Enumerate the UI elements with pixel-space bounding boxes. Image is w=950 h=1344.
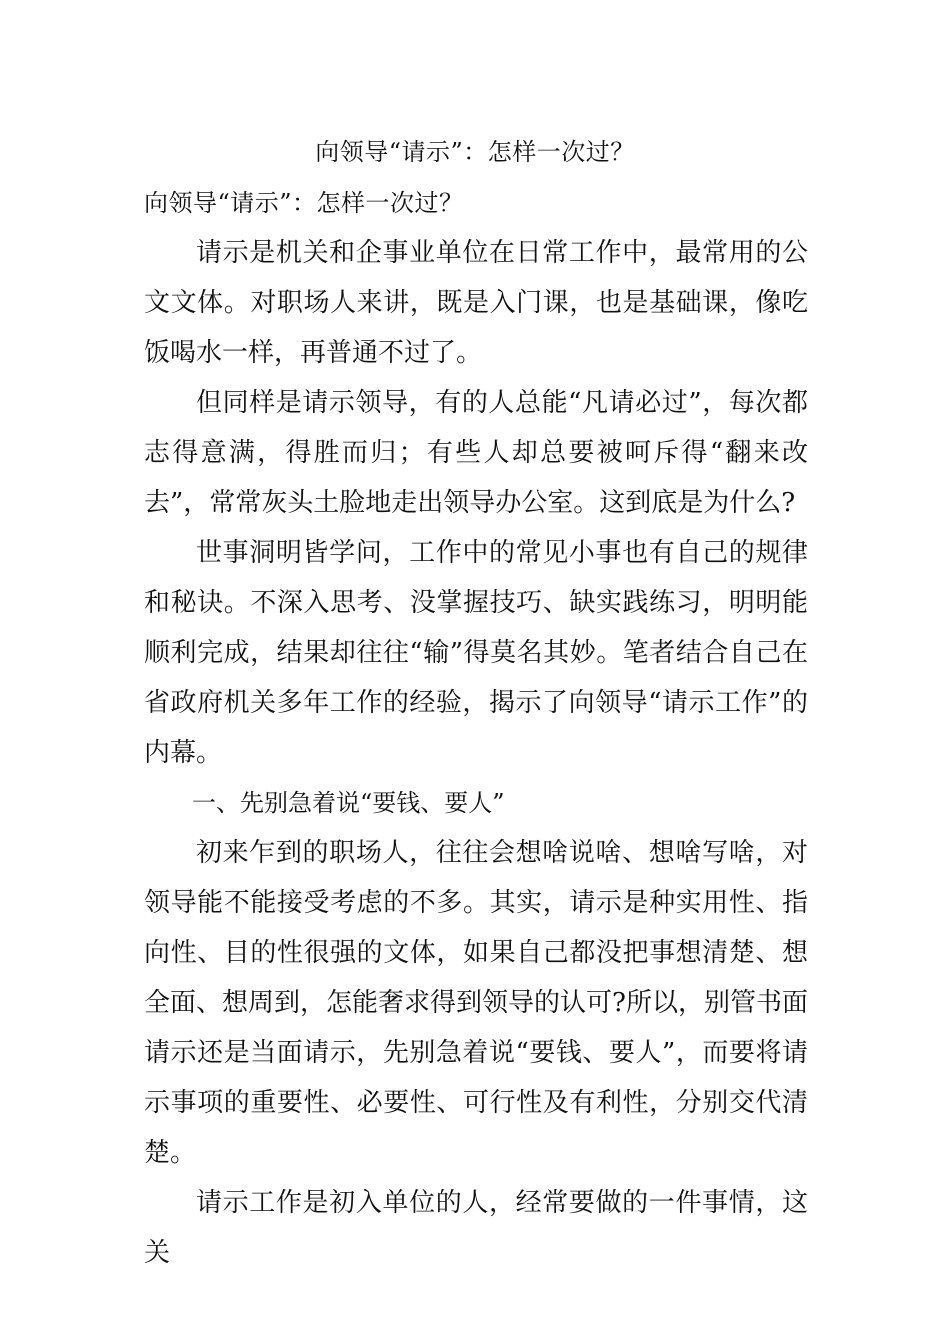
document-body [144, 178, 808, 1278]
paragraph: 请示工作是初入单位的人，经常要做的一件事情，这关 [144, 1188, 808, 1268]
section-heading: 一、先别急着说“要钱、要人” [192, 789, 505, 817]
paragraph: 世事洞明皆学问，工作中的常见小事也有自己的规律和秘诀。不深入思考、没掌握技巧、缺实践练习，明明能顺利完成，结果却往往“输”得莫名其妙。笔者结合自己在省政府机关多年工作的经验，揭示了向领导“请示工作”的内幕。 [144, 538, 808, 768]
document-title: 向领导“请示”：怎样一次过？ [315, 138, 635, 166]
paragraph: 但同样是请示领导，有的人总能“凡请必过”，每次都志得意满，得胜而归；有些人却总要被呵斥得“翻来改去”，常常灰头土脸地走出领导办公室。这到底是为什么? [144, 388, 808, 518]
paragraph: 请示是机关和企事业单位在日常工作中，最常用的公文文体。对职场人来讲，既是入门课，也是基础课，像吃饭喝水一样，再普通不过了。 [144, 238, 808, 368]
paragraph: 初来乍到的职场人，往往会想啥说啥、想啥写啥，对领导能不能接受考虑的不多。其实，请示是种实用性、指向性、目的性很强的文体，如果自己都没把事想清楚、想全面、想周到，怎能奢求得到领导的认可?所以，别管书面请示还是当面请示，先别急着说“要钱、要人”，而要将请示事项的重要性、必要性、可行性及有利性，分别交代清楚。 [144, 838, 808, 1168]
document-subtitle: 向领导“请示”：怎样一次过？ [144, 189, 464, 217]
